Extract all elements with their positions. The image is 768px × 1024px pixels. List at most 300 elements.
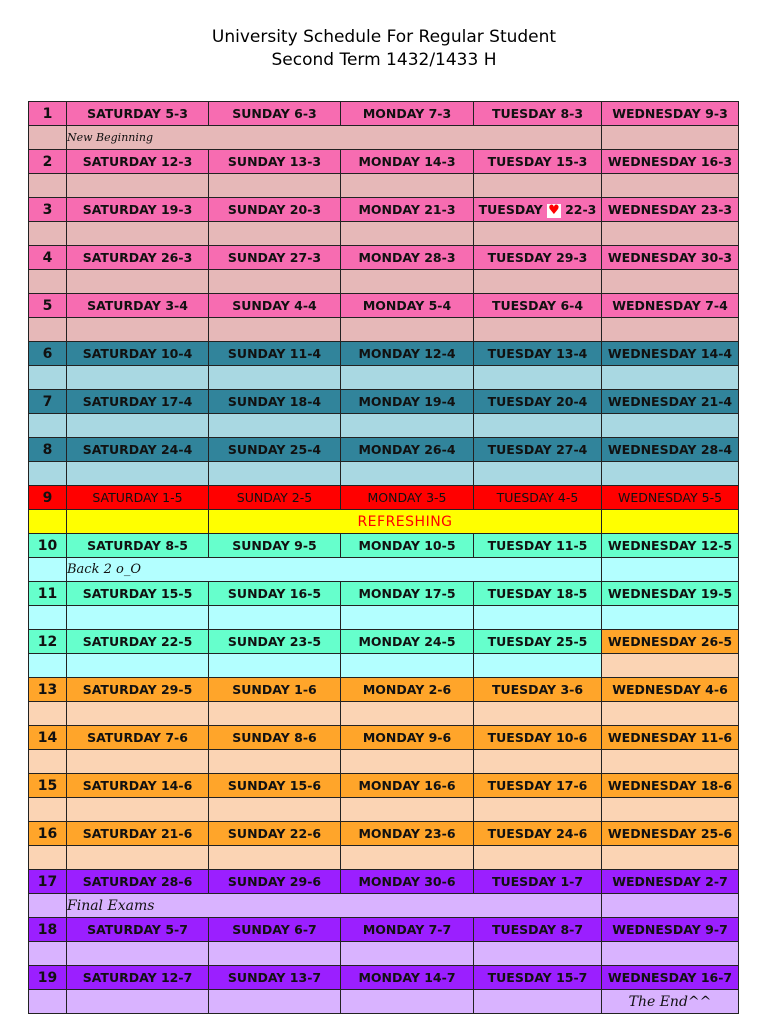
note-row <box>29 894 739 918</box>
day-cell <box>209 246 341 270</box>
week-number: 9 <box>29 486 67 510</box>
day-label: WEDNESDAY 2-7 <box>612 874 728 889</box>
day-label: MONDAY 21-3 <box>358 202 456 217</box>
day-cell <box>67 150 209 174</box>
week-number: 10 <box>29 534 67 558</box>
note-cell <box>67 270 209 294</box>
note-cell <box>602 510 739 534</box>
day-label: SATURDAY 1-5 <box>92 490 183 505</box>
note-text: Final Exams <box>67 894 602 918</box>
note-cell <box>341 750 474 774</box>
day-label: SUNDAY 18-4 <box>227 394 322 409</box>
day-cell <box>602 726 739 750</box>
note-cell <box>602 126 739 150</box>
day-label: SUNDAY 25-4 <box>227 442 322 457</box>
day-label: SUNDAY 4-4 <box>232 298 317 313</box>
note-cell <box>29 222 67 246</box>
day-label: SATURDAY 19-3 <box>82 202 193 217</box>
day-label: SUNDAY 20-3 <box>227 202 322 217</box>
schedule-title: University Schedule For Regular Student <box>211 27 557 47</box>
end-note: The End^^ <box>602 990 739 1014</box>
day-cell <box>209 294 341 318</box>
note-cell <box>474 846 602 870</box>
note-row <box>29 990 739 1014</box>
note-cell <box>602 414 739 438</box>
note-cell <box>341 798 474 822</box>
note-cell <box>209 846 341 870</box>
note-row <box>29 510 739 534</box>
day-cell <box>209 678 341 702</box>
note-cell <box>67 366 209 390</box>
day-label: SUNDAY 13-7 <box>227 970 322 985</box>
note-cell <box>29 462 67 486</box>
day-cell <box>602 582 739 606</box>
note-cell <box>602 270 739 294</box>
note-cell <box>209 174 341 198</box>
day-label: SUNDAY 29-6 <box>227 874 322 889</box>
day-cell <box>341 438 474 462</box>
day-label: WEDNESDAY 5-5 <box>617 490 723 505</box>
week-number: 16 <box>29 822 67 846</box>
note-cell <box>602 366 739 390</box>
note-cell <box>341 222 474 246</box>
note-row <box>29 798 739 822</box>
week-number: 18 <box>29 918 67 942</box>
day-label: SUNDAY 13-3 <box>227 154 322 169</box>
day-cell <box>602 390 739 414</box>
week-row <box>29 198 739 222</box>
day-cell <box>602 774 739 798</box>
day-label: TUESDAY 25-5 <box>487 634 588 649</box>
day-cell <box>602 102 739 126</box>
day-cell <box>474 246 602 270</box>
day-cell <box>209 774 341 798</box>
day-cell <box>209 342 341 366</box>
day-label: SATURDAY 17-4 <box>82 394 193 409</box>
week-row <box>29 342 739 366</box>
note-cell <box>474 270 602 294</box>
day-cell <box>474 390 602 414</box>
day-cell <box>341 102 474 126</box>
note-cell <box>67 414 209 438</box>
day-cell <box>474 102 602 126</box>
note-cell <box>474 750 602 774</box>
week-row <box>29 822 739 846</box>
day-label: MONDAY 7-3 <box>362 106 452 121</box>
day-label: MONDAY 7-7 <box>362 922 452 937</box>
day-label: MONDAY 9-6 <box>362 730 452 745</box>
day-cell <box>67 630 209 654</box>
week-number: 7 <box>29 390 67 414</box>
day-label: SUNDAY 8-6 <box>232 730 317 745</box>
day-cell <box>67 102 209 126</box>
day-label: SATURDAY 12-7 <box>82 970 193 985</box>
week-number: 19 <box>29 966 67 990</box>
note-cell <box>67 174 209 198</box>
note-cell <box>602 702 739 726</box>
day-label: SATURDAY 7-6 <box>87 730 188 745</box>
day-cell <box>474 198 602 222</box>
day-cell <box>341 150 474 174</box>
day-cell <box>67 774 209 798</box>
note-cell <box>602 222 739 246</box>
day-label: SUNDAY 22-6 <box>227 826 322 841</box>
note-row <box>29 654 739 678</box>
note-cell <box>209 606 341 630</box>
day-label: WEDNESDAY 9-7 <box>612 922 728 937</box>
week-number: 2 <box>29 150 67 174</box>
note-cell <box>474 174 602 198</box>
day-label: WEDNESDAY 16-7 <box>607 970 733 985</box>
day-cell <box>602 822 739 846</box>
day-cell <box>474 774 602 798</box>
day-label: TUESDAY 13-4 <box>487 346 588 361</box>
note-cell <box>209 750 341 774</box>
day-cell <box>341 198 474 222</box>
day-label: WEDNESDAY 16-3 <box>607 154 733 169</box>
note-cell <box>474 366 602 390</box>
day-cell <box>341 534 474 558</box>
note-cell <box>474 990 602 1014</box>
day-cell <box>602 966 739 990</box>
week-number: 17 <box>29 870 67 894</box>
day-cell <box>474 438 602 462</box>
week-row <box>29 534 739 558</box>
day-label: TUESDAY 27-4 <box>487 442 588 457</box>
note-cell <box>602 558 739 582</box>
day-cell <box>602 534 739 558</box>
note-cell <box>67 798 209 822</box>
day-cell <box>67 438 209 462</box>
day-cell <box>602 150 739 174</box>
note-cell <box>341 366 474 390</box>
note-cell <box>67 462 209 486</box>
day-cell <box>341 246 474 270</box>
note-row <box>29 846 739 870</box>
note-cell <box>209 462 341 486</box>
day-cell <box>341 966 474 990</box>
day-cell <box>67 678 209 702</box>
note-cell <box>67 990 209 1014</box>
day-cell <box>341 390 474 414</box>
week-row <box>29 630 739 654</box>
day-label: SUNDAY 27-3 <box>227 250 322 265</box>
day-cell <box>602 486 739 510</box>
note-cell <box>29 318 67 342</box>
note-cell <box>602 318 739 342</box>
day-label: TUESDAY 20-4 <box>487 394 588 409</box>
note-cell <box>341 318 474 342</box>
note-cell <box>341 654 474 678</box>
day-cell <box>67 246 209 270</box>
day-cell <box>67 534 209 558</box>
note-text: Back 2 o_O <box>67 558 602 582</box>
day-cell <box>209 630 341 654</box>
day-label: SUNDAY 1-6 <box>232 682 317 697</box>
note-cell <box>209 942 341 966</box>
day-label: WEDNESDAY 30-3 <box>607 250 733 265</box>
note-cell <box>29 414 67 438</box>
day-cell <box>209 870 341 894</box>
note-cell <box>209 798 341 822</box>
day-label: TUESDAY 8-3 <box>491 106 584 121</box>
day-label: SATURDAY 28-6 <box>82 874 193 889</box>
day-label: WEDNESDAY 28-4 <box>607 442 733 457</box>
day-label: WEDNESDAY 19-5 <box>607 586 733 601</box>
day-label: WEDNESDAY 23-3 <box>607 202 733 217</box>
week-row <box>29 726 739 750</box>
day-label: MONDAY 12-4 <box>358 346 456 361</box>
day-label: SATURDAY 8-5 <box>87 538 188 553</box>
note-cell <box>602 654 739 678</box>
day-label: WEDNESDAY 18-6 <box>607 778 733 793</box>
note-cell <box>209 414 341 438</box>
note-cell <box>29 894 67 918</box>
heart-icon: ♥ <box>548 202 560 218</box>
day-cell <box>341 342 474 366</box>
note-cell <box>602 798 739 822</box>
note-cell <box>67 750 209 774</box>
day-cell <box>209 918 341 942</box>
day-label: TUESDAY 3-6 <box>491 682 584 697</box>
day-cell <box>209 582 341 606</box>
day-label: SUNDAY 16-5 <box>227 586 322 601</box>
day-label: SATURDAY 10-4 <box>82 346 193 361</box>
note-cell <box>341 414 474 438</box>
day-label: TUESDAY 8-7 <box>491 922 584 937</box>
note-cell <box>67 654 209 678</box>
note-row <box>29 318 739 342</box>
day-label: TUESDAY 18-5 <box>487 586 588 601</box>
day-cell <box>602 918 739 942</box>
day-label: MONDAY 30-6 <box>358 874 456 889</box>
day-label: SUNDAY 6-7 <box>232 922 317 937</box>
note-cell <box>602 606 739 630</box>
day-cell <box>209 486 341 510</box>
day-cell <box>341 822 474 846</box>
note-cell <box>474 606 602 630</box>
note-cell <box>29 750 67 774</box>
day-cell <box>67 198 209 222</box>
day-cell <box>209 726 341 750</box>
day-cell <box>67 822 209 846</box>
day-label: MONDAY 24-5 <box>358 634 456 649</box>
day-label: MONDAY 14-3 <box>358 154 456 169</box>
note-cell <box>341 702 474 726</box>
day-cell <box>474 966 602 990</box>
week-row <box>29 438 739 462</box>
note-text: New Beginning <box>67 126 602 150</box>
note-cell <box>341 846 474 870</box>
day-label: TUESDAY <box>478 201 543 217</box>
week-row <box>29 294 739 318</box>
day-cell <box>209 102 341 126</box>
day-label: WEDNESDAY 11-6 <box>607 730 733 745</box>
note-row <box>29 606 739 630</box>
note-cell <box>341 990 474 1014</box>
day-label: SATURDAY 14-6 <box>82 778 193 793</box>
day-date: 22-3 <box>560 201 597 217</box>
day-cell <box>209 150 341 174</box>
day-cell <box>341 726 474 750</box>
day-label: TUESDAY 4-5 <box>496 490 579 505</box>
note-cell <box>209 270 341 294</box>
day-label: SATURDAY 3-4 <box>87 298 188 313</box>
refreshing-label: REFRESHING <box>209 510 602 534</box>
note-cell <box>602 462 739 486</box>
note-cell <box>602 174 739 198</box>
day-cell <box>602 438 739 462</box>
day-label: SUNDAY 11-4 <box>227 346 322 361</box>
note-cell <box>29 270 67 294</box>
week-number: 3 <box>29 198 67 222</box>
note-row <box>29 414 739 438</box>
note-row <box>29 270 739 294</box>
note-cell <box>29 654 67 678</box>
day-label: MONDAY 10-5 <box>358 538 456 553</box>
week-number: 15 <box>29 774 67 798</box>
week-number: 5 <box>29 294 67 318</box>
day-label: WEDNESDAY 9-3 <box>612 106 728 121</box>
day-cell <box>67 486 209 510</box>
day-cell <box>67 390 209 414</box>
day-cell <box>474 342 602 366</box>
week-number: 14 <box>29 726 67 750</box>
day-cell <box>474 294 602 318</box>
day-label: TUESDAY 11-5 <box>487 538 588 553</box>
day-cell <box>67 966 209 990</box>
day-label: TUESDAY 1-7 <box>491 874 584 889</box>
note-cell <box>602 750 739 774</box>
day-label: SUNDAY 2-5 <box>236 490 313 505</box>
note-cell <box>602 894 739 918</box>
week-number: 1 <box>29 102 67 126</box>
note-cell <box>29 798 67 822</box>
day-cell <box>209 966 341 990</box>
note-cell <box>602 846 739 870</box>
note-row <box>29 702 739 726</box>
schedule-subtitle: Second Term 1432/1433 H <box>271 50 497 70</box>
note-cell <box>67 318 209 342</box>
note-row <box>29 174 739 198</box>
note-row <box>29 366 739 390</box>
note-cell <box>67 606 209 630</box>
note-cell <box>209 702 341 726</box>
schedule-table <box>28 101 739 1014</box>
day-cell <box>341 486 474 510</box>
week-row <box>29 678 739 702</box>
note-row <box>29 462 739 486</box>
day-label: MONDAY 5-4 <box>362 298 452 313</box>
day-label: MONDAY 16-6 <box>358 778 456 793</box>
note-row <box>29 558 739 582</box>
day-cell <box>602 342 739 366</box>
note-cell <box>29 510 67 534</box>
day-cell <box>341 630 474 654</box>
day-label: MONDAY 19-4 <box>358 394 456 409</box>
note-cell <box>67 942 209 966</box>
note-cell <box>67 702 209 726</box>
day-cell <box>602 294 739 318</box>
day-cell <box>474 582 602 606</box>
note-cell <box>474 798 602 822</box>
note-row <box>29 942 739 966</box>
day-label: WEDNESDAY 14-4 <box>607 346 733 361</box>
week-row <box>29 486 739 510</box>
day-label: MONDAY 17-5 <box>358 586 456 601</box>
day-label: TUESDAY 15-3 <box>487 154 588 169</box>
week-row <box>29 774 739 798</box>
note-cell <box>474 942 602 966</box>
week-row <box>29 102 739 126</box>
week-row <box>29 246 739 270</box>
note-cell <box>474 702 602 726</box>
week-number: 8 <box>29 438 67 462</box>
note-cell <box>209 222 341 246</box>
day-label: SATURDAY 24-4 <box>82 442 193 457</box>
day-label: TUESDAY 17-6 <box>487 778 588 793</box>
note-cell <box>29 990 67 1014</box>
note-cell <box>29 126 67 150</box>
day-label: MONDAY 14-7 <box>358 970 456 985</box>
day-label: TUESDAY 15-7 <box>487 970 588 985</box>
note-cell <box>29 942 67 966</box>
day-label: MONDAY 28-3 <box>358 250 456 265</box>
note-cell <box>29 702 67 726</box>
day-label: WEDNESDAY 25-6 <box>607 826 733 841</box>
day-cell <box>67 342 209 366</box>
day-label: WEDNESDAY 26-5 <box>607 634 733 649</box>
day-cell <box>341 582 474 606</box>
day-label: SATURDAY 15-5 <box>82 586 193 601</box>
day-cell <box>474 486 602 510</box>
week-row <box>29 870 739 894</box>
note-cell <box>67 846 209 870</box>
day-label: WEDNESDAY 21-4 <box>607 394 733 409</box>
note-cell <box>209 366 341 390</box>
day-label: MONDAY 2-6 <box>362 682 452 697</box>
day-cell <box>341 294 474 318</box>
week-number: 12 <box>29 630 67 654</box>
day-label: MONDAY 3-5 <box>367 490 447 505</box>
day-label: SATURDAY 21-6 <box>82 826 193 841</box>
day-label: MONDAY 23-6 <box>358 826 456 841</box>
note-cell <box>474 318 602 342</box>
day-cell <box>474 918 602 942</box>
week-row <box>29 390 739 414</box>
day-label: SUNDAY 6-3 <box>232 106 317 121</box>
day-label: TUESDAY 29-3 <box>487 250 588 265</box>
note-row <box>29 222 739 246</box>
day-cell <box>209 438 341 462</box>
day-label: WEDNESDAY 7-4 <box>612 298 728 313</box>
day-cell <box>67 870 209 894</box>
day-cell <box>341 918 474 942</box>
note-cell <box>209 318 341 342</box>
day-cell <box>602 870 739 894</box>
note-cell <box>474 414 602 438</box>
day-cell <box>474 870 602 894</box>
note-cell <box>474 222 602 246</box>
note-row <box>29 126 739 150</box>
day-label: SUNDAY 9-5 <box>232 538 317 553</box>
day-cell <box>209 198 341 222</box>
day-cell <box>209 822 341 846</box>
day-cell <box>341 774 474 798</box>
note-cell <box>341 606 474 630</box>
day-label: TUESDAY 6-4 <box>491 298 584 313</box>
note-cell <box>29 606 67 630</box>
